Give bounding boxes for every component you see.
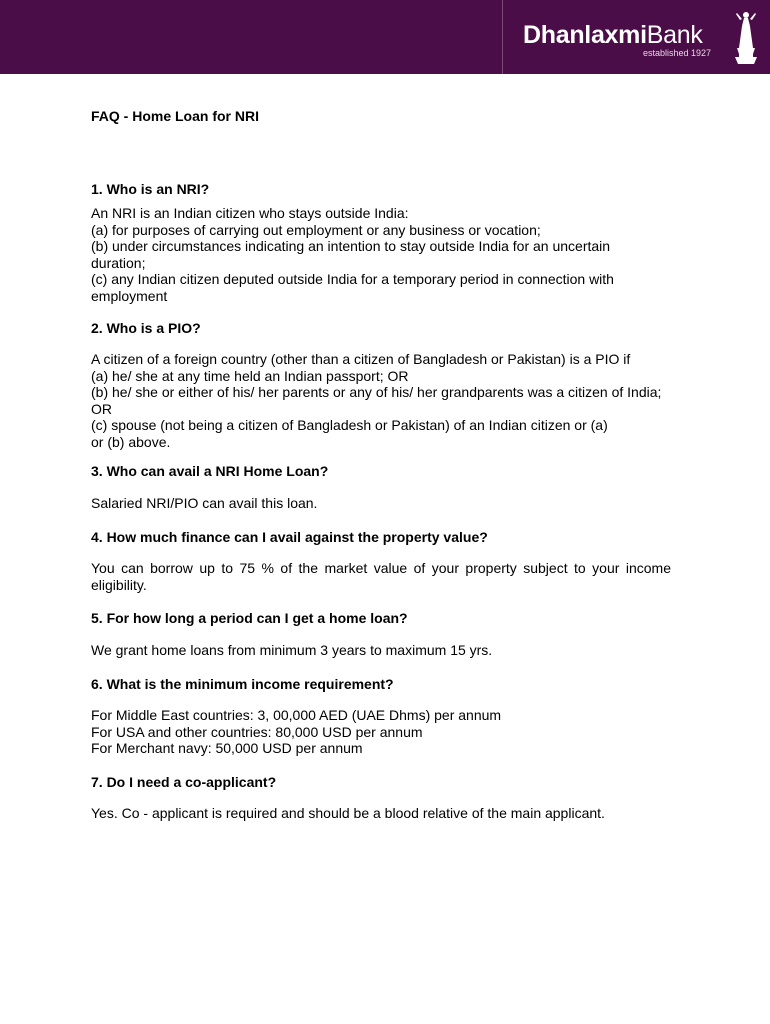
answer-line: Salaried NRI/PIO can avail this loan. (91, 495, 318, 511)
answer-line: (c) any Indian citizen deputed outside India for a temporary period in connection with (91, 271, 614, 287)
bank-logo (502, 0, 770, 74)
faq-answer-7 (91, 805, 671, 822)
logo-brand-light: Bank (646, 21, 703, 49)
faq-question-2: 2. Who is a PIO? (91, 320, 201, 336)
answer-line: We grant home loans from minimum 3 years to maximum 15 yrs. (91, 642, 493, 658)
answer-line: OR (91, 400, 112, 417)
answer-line: You can borrow up to 75 % of the market value of your property subject to your income eligibility. (91, 560, 671, 593)
faq-question-6: 6. What is the minimum income requirement? (91, 676, 394, 692)
faq-question-5: 5. For how long a period can I get a home loan? (91, 610, 408, 626)
faq-answer-5 (91, 642, 671, 659)
lakshmi-figure-icon (731, 8, 761, 68)
faq-answer-1 (91, 205, 671, 304)
faq-answer-3 (91, 495, 671, 512)
header-band (0, 0, 770, 74)
faq-answer-4 (91, 560, 671, 593)
faq-answer-2 (91, 351, 671, 450)
answer-line: Yes. Co - applicant is required and should be a blood relative of the main applicant. (91, 805, 605, 821)
answer-line: A citizen of a foreign country (other than a citizen of Bangladesh or Pakistan) is a PIO if (91, 351, 631, 367)
logo-wordmark (523, 20, 703, 50)
faq-question-4: 4. How much finance can I avail against the property value? (91, 529, 488, 545)
logo-established: established 1927 (643, 48, 712, 58)
answer-line: (a) for purposes of carrying out employment or any business or vocation; (91, 221, 541, 238)
answer-line: For USA and other countries: 80,000 USD per annum (91, 723, 423, 740)
page-title: FAQ - Home Loan for NRI (91, 108, 259, 124)
answer-line: employment (91, 287, 168, 304)
faq-question-3: 3. Who can avail a NRI Home Loan? (91, 463, 329, 479)
answer-line: An NRI is an Indian citizen who stays outside India: (91, 205, 409, 221)
answer-line: For Middle East countries: 3, 00,000 AED (UAE Dhms) per annum (91, 707, 502, 723)
faq-question-7: 7. Do I need a co-applicant? (91, 774, 277, 790)
answer-line: (c) spouse (not being a citizen of Bangladesh or Pakistan) of an Indian citizen or (a) (91, 417, 608, 433)
faq-question-1: 1. Who is an NRI? (91, 181, 210, 197)
faq-answer-6 (91, 707, 671, 757)
answer-line: duration; (91, 254, 146, 271)
answer-line: (a) he/ she at any time held an Indian passport; OR (91, 367, 409, 384)
answer-line: or (b) above. (91, 433, 171, 450)
logo-brand-bold: Dhanlaxmi (523, 21, 647, 49)
answer-line: (b) under circumstances indicating an intention to stay outside India for an uncertain (91, 238, 611, 254)
answer-line: For Merchant navy: 50,000 USD per annum (91, 740, 363, 756)
answer-line: (b) he/ she or either of his/ her parents or any of his/ her grandparents was a citizen of India; (91, 384, 662, 400)
